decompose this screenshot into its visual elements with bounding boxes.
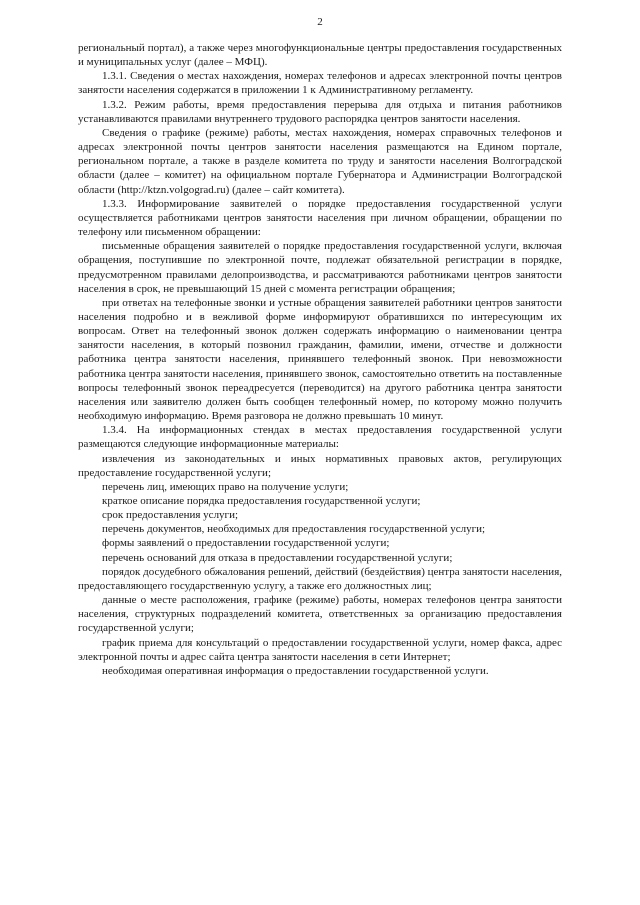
document-body xyxy=(78,41,562,678)
list-item-location-data: данные о месте расположения, графике (режиме) работы, номерах телефонов центра занятости населения, структурных подразделений комитета, ответственных за организацию предоставления государственной услуги; xyxy=(78,594,562,635)
paragraph-continuation: региональный портал), а также через многофункциональные центры предоставления государственных и муниципальных услуг (далее – МФЦ). xyxy=(78,42,562,69)
list-item-eligible-persons: перечень лиц, имеющих право на получение услуги; xyxy=(102,480,349,493)
list-item-refusal-grounds: перечень оснований для отказа в предоставлении государственной услуги; xyxy=(102,551,453,564)
paragraph-phone-calls: при ответах на телефонные звонки и устные обращения заявителей работники центров занятости населения подробно и в вежливой форме информируют обратившихся по интересующим их вопросам. Ответ на телефонный звонок должен содержать информацию о наименовании центра занятости населения, в который позвонил гражданин, фамилии, имени, отчестве и должности работника центра занятости населения, принявшего телефонный звонок. При невозможности работника центра занятости населения, принявшего звонок, самостоятельно ответить на поставленные вопросы телефонный звонок переадресуется (переводится) на другого работника центра занятости населения или заявителю должен быть сообщен телефонный номер, по которому можно получить необходимую информацию. Время разговора не должно превышать 10 минут. xyxy=(78,296,562,423)
paragraph-1-3-4: 1.3.4. На информационных стендах в местах предоставления государственной услуги размещаются следующие информационные материалы: xyxy=(78,424,562,451)
list-item-procedure-description: краткое описание порядка предоставления государственной услуги; xyxy=(102,495,421,507)
list-item-operational-info: необходимая оперативная информация о предоставлении государственной услуги. xyxy=(102,664,489,677)
list-item-appeal-procedure: порядок досудебного обжалования решений, действий (бездействия) центра занятости населения, предоставляющего государственную услугу, а также его должностных лиц; xyxy=(78,565,562,592)
list-item-required-documents: перечень документов, необходимых для предоставления государственной услуги; xyxy=(102,523,486,536)
paragraph-1-3-1: 1.3.1. Сведения о местах нахождения, номерах телефонов и адресах электронной почты центров занятости населения содержатся в приложении 1 к Административному регламенту. xyxy=(78,70,562,97)
paragraph-1-3-3: 1.3.3. Информирование заявителей о порядке предоставления государственной услуги осуществляется работниками центров занятости населения при личном обращении, обращении по телефону или письменном обращении: xyxy=(78,197,562,239)
list-item-application-forms: формы заявлений о предоставлении государственной услуги; xyxy=(102,537,390,550)
list-item-service-term: срок предоставления услуги; xyxy=(102,509,239,522)
paragraph-schedule-info: Сведения о графике (режиме) работы, местах нахождения, номерах справочных телефонов и адресах электронной почты центров занятости населения размещаются на Едином портале, региональном портале, а также в разделе комитета по труду и занятости населения Волгоградской области (далее – комитет) на официальном портале Губернатора и Администрации Волгоградской области (http://ktzn.volgograd.ru) (далее – сайт комитета). xyxy=(78,126,562,196)
list-item-consultation-schedule: график приема для консультаций о предоставлении государственной услуги, номер факса, адрес электронной почты и адрес сайта центра занятости населения в сети Интернет; xyxy=(78,636,562,663)
paragraph-written-requests: письменные обращения заявителей о порядке предоставления государственной услуги, включая обращения, поступившие по электронной почте, подлежат обязательной регистрации в порядке, предусмотренном правилами делопроизводства, и рассматриваются работниками центров занятости населения в срок, не превышающий 15 дней с момента регистрации обращения; xyxy=(78,240,562,295)
list-item-legal-extracts: извлечения из законодательных и иных нормативных правовых актов, регулирующих предоставление государственной услуги; xyxy=(78,452,562,479)
paragraph-1-3-2: 1.3.2. Режим работы, время предоставления перерыва для отдыха и питания работников устанавливаются правилами внутреннего трудового распорядка центров занятости населения. xyxy=(78,98,562,125)
page-number: 2 xyxy=(317,16,323,28)
